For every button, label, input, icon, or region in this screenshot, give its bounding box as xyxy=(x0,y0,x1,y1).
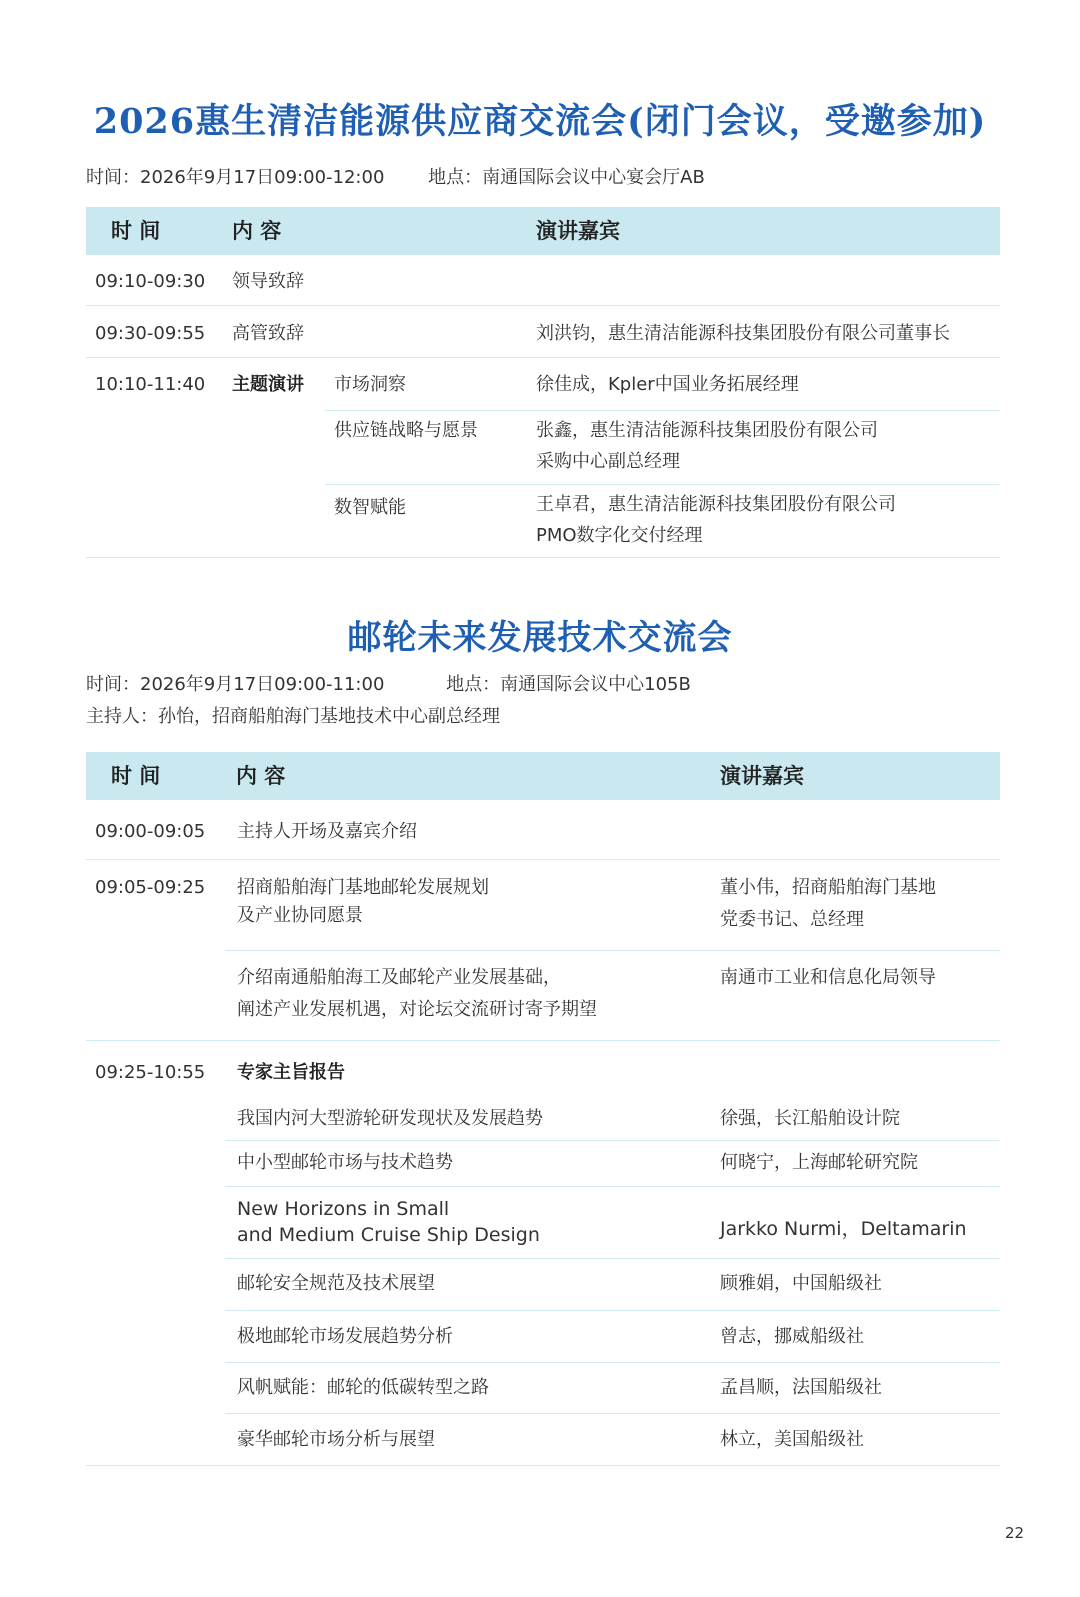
keynote-topic: 市场洞察 xyxy=(334,374,406,395)
divider xyxy=(86,357,1000,358)
section2-host: 主持人：孙怡，招商船舶海门基地技术中心副总经理 xyxy=(86,706,500,727)
expert-topic: New Horizons in Small xyxy=(237,1198,450,1220)
expert-time: 09:25-10:55 xyxy=(95,1062,206,1083)
section1-location: 地点：南通国际会议中心宴会厅AB xyxy=(428,167,705,188)
expert-topic: 中小型邮轮市场与技术趋势 xyxy=(237,1152,453,1173)
expert-topic: 风帆赋能：邮轮的低碳转型之路 xyxy=(237,1377,489,1398)
section1-table-header xyxy=(86,207,1000,255)
section2-table-header xyxy=(86,752,1000,800)
divider xyxy=(86,859,1000,860)
divider xyxy=(86,1465,1000,1466)
header-content: 内 容 xyxy=(232,219,282,243)
header-content: 内 容 xyxy=(236,764,286,788)
divider xyxy=(86,557,1000,558)
table-row-content: 主持人开场及嘉宾介绍 xyxy=(237,821,417,842)
expert-speaker: 林立，美国船级社 xyxy=(720,1429,864,1450)
table-row-speaker: 党委书记、总经理 xyxy=(720,909,864,930)
section1-meta xyxy=(86,163,705,189)
keynote-time: 10:10-11:40 xyxy=(95,374,206,395)
table-row-time: 09:10-09:30 xyxy=(95,271,206,292)
expert-topic: 豪华邮轮市场分析与展望 xyxy=(237,1429,435,1450)
expert-label: 专家主旨报告 xyxy=(237,1062,345,1083)
section2-meta xyxy=(86,670,691,696)
keynote-speaker: PMO数字化交付经理 xyxy=(536,525,703,546)
header-time: 时 间 xyxy=(111,764,161,788)
divider xyxy=(225,950,1000,951)
divider xyxy=(325,484,1000,485)
expert-speaker: 顾雅娟，中国船级社 xyxy=(720,1273,882,1294)
table-row-speaker: 南通市工业和信息化局领导 xyxy=(720,967,936,988)
header-time: 时 间 xyxy=(111,219,161,243)
section2-location: 地点：南通国际会议中心105B xyxy=(446,674,691,695)
expert-speaker: 何晓宁，上海邮轮研究院 xyxy=(720,1152,918,1173)
section2-time: 时间：2026年9月17日09:00-11:00 xyxy=(86,674,385,695)
divider xyxy=(325,410,1000,411)
keynote-topic: 数智赋能 xyxy=(334,497,406,518)
divider xyxy=(86,305,1000,306)
keynote-label: 主题演讲 xyxy=(232,374,304,395)
table-row-speaker: 刘洪钧，惠生清洁能源科技集团股份有限公司董事长 xyxy=(536,323,950,344)
divider xyxy=(225,1186,1000,1187)
header-speaker: 演讲嘉宾 xyxy=(720,764,804,788)
keynote-speaker: 张鑫，惠生清洁能源科技集团股份有限公司 xyxy=(536,420,878,441)
table-row-content: 及产业协同愿景 xyxy=(237,905,363,926)
expert-speaker: Jarkko Nurmi，Deltamarin xyxy=(720,1218,967,1240)
expert-topic: and Medium Cruise Ship Design xyxy=(237,1224,540,1246)
table-row-speaker: 董小伟，招商船舶海门基地 xyxy=(720,877,936,898)
table-row-content: 领导致辞 xyxy=(232,271,304,292)
expert-speaker: 曾志，挪威船级社 xyxy=(720,1326,864,1347)
section2-title: 邮轮未来发展技术交流会 xyxy=(347,618,733,658)
section1-title: 2026惠生清洁能源供应商交流会(闭门会议，受邀参加) xyxy=(93,101,987,142)
page-number: 22 xyxy=(1005,1524,1025,1542)
divider xyxy=(225,1413,1000,1414)
expert-topic: 我国内河大型游轮研发现状及发展趋势 xyxy=(237,1108,543,1129)
table-row-time: 09:00-09:05 xyxy=(95,821,206,842)
keynote-speaker: 采购中心副总经理 xyxy=(536,451,680,472)
table-row-content: 高管致辞 xyxy=(232,323,304,344)
divider xyxy=(86,1040,1000,1041)
section1-time: 时间：2026年9月17日09:00-12:00 xyxy=(86,167,385,188)
expert-speaker: 徐强，长江船舶设计院 xyxy=(720,1108,900,1129)
table-row-content: 招商船舶海门基地邮轮发展规划 xyxy=(237,877,489,898)
divider xyxy=(225,1258,1000,1259)
keynote-speaker: 徐佳成，Kpler中国业务拓展经理 xyxy=(536,374,799,395)
keynote-speaker: 王卓君，惠生清洁能源科技集团股份有限公司 xyxy=(536,494,896,515)
expert-speaker: 孟昌顺，法国船级社 xyxy=(720,1377,882,1398)
table-row-time: 09:05-09:25 xyxy=(95,877,206,898)
table-row-content: 阐述产业发展机遇，对论坛交流研讨寄予期望 xyxy=(237,999,597,1020)
divider xyxy=(225,1310,1000,1311)
expert-topic: 极地邮轮市场发展趋势分析 xyxy=(237,1326,453,1347)
divider xyxy=(225,1362,1000,1363)
header-speaker: 演讲嘉宾 xyxy=(536,219,620,243)
table-row-content: 介绍南通船舶海工及邮轮产业发展基础， xyxy=(237,967,561,988)
keynote-topic: 供应链战略与愿景 xyxy=(334,420,478,441)
divider xyxy=(225,1140,1000,1141)
table-row-time: 09:30-09:55 xyxy=(95,323,206,344)
expert-topic: 邮轮安全规范及技术展望 xyxy=(237,1273,435,1294)
